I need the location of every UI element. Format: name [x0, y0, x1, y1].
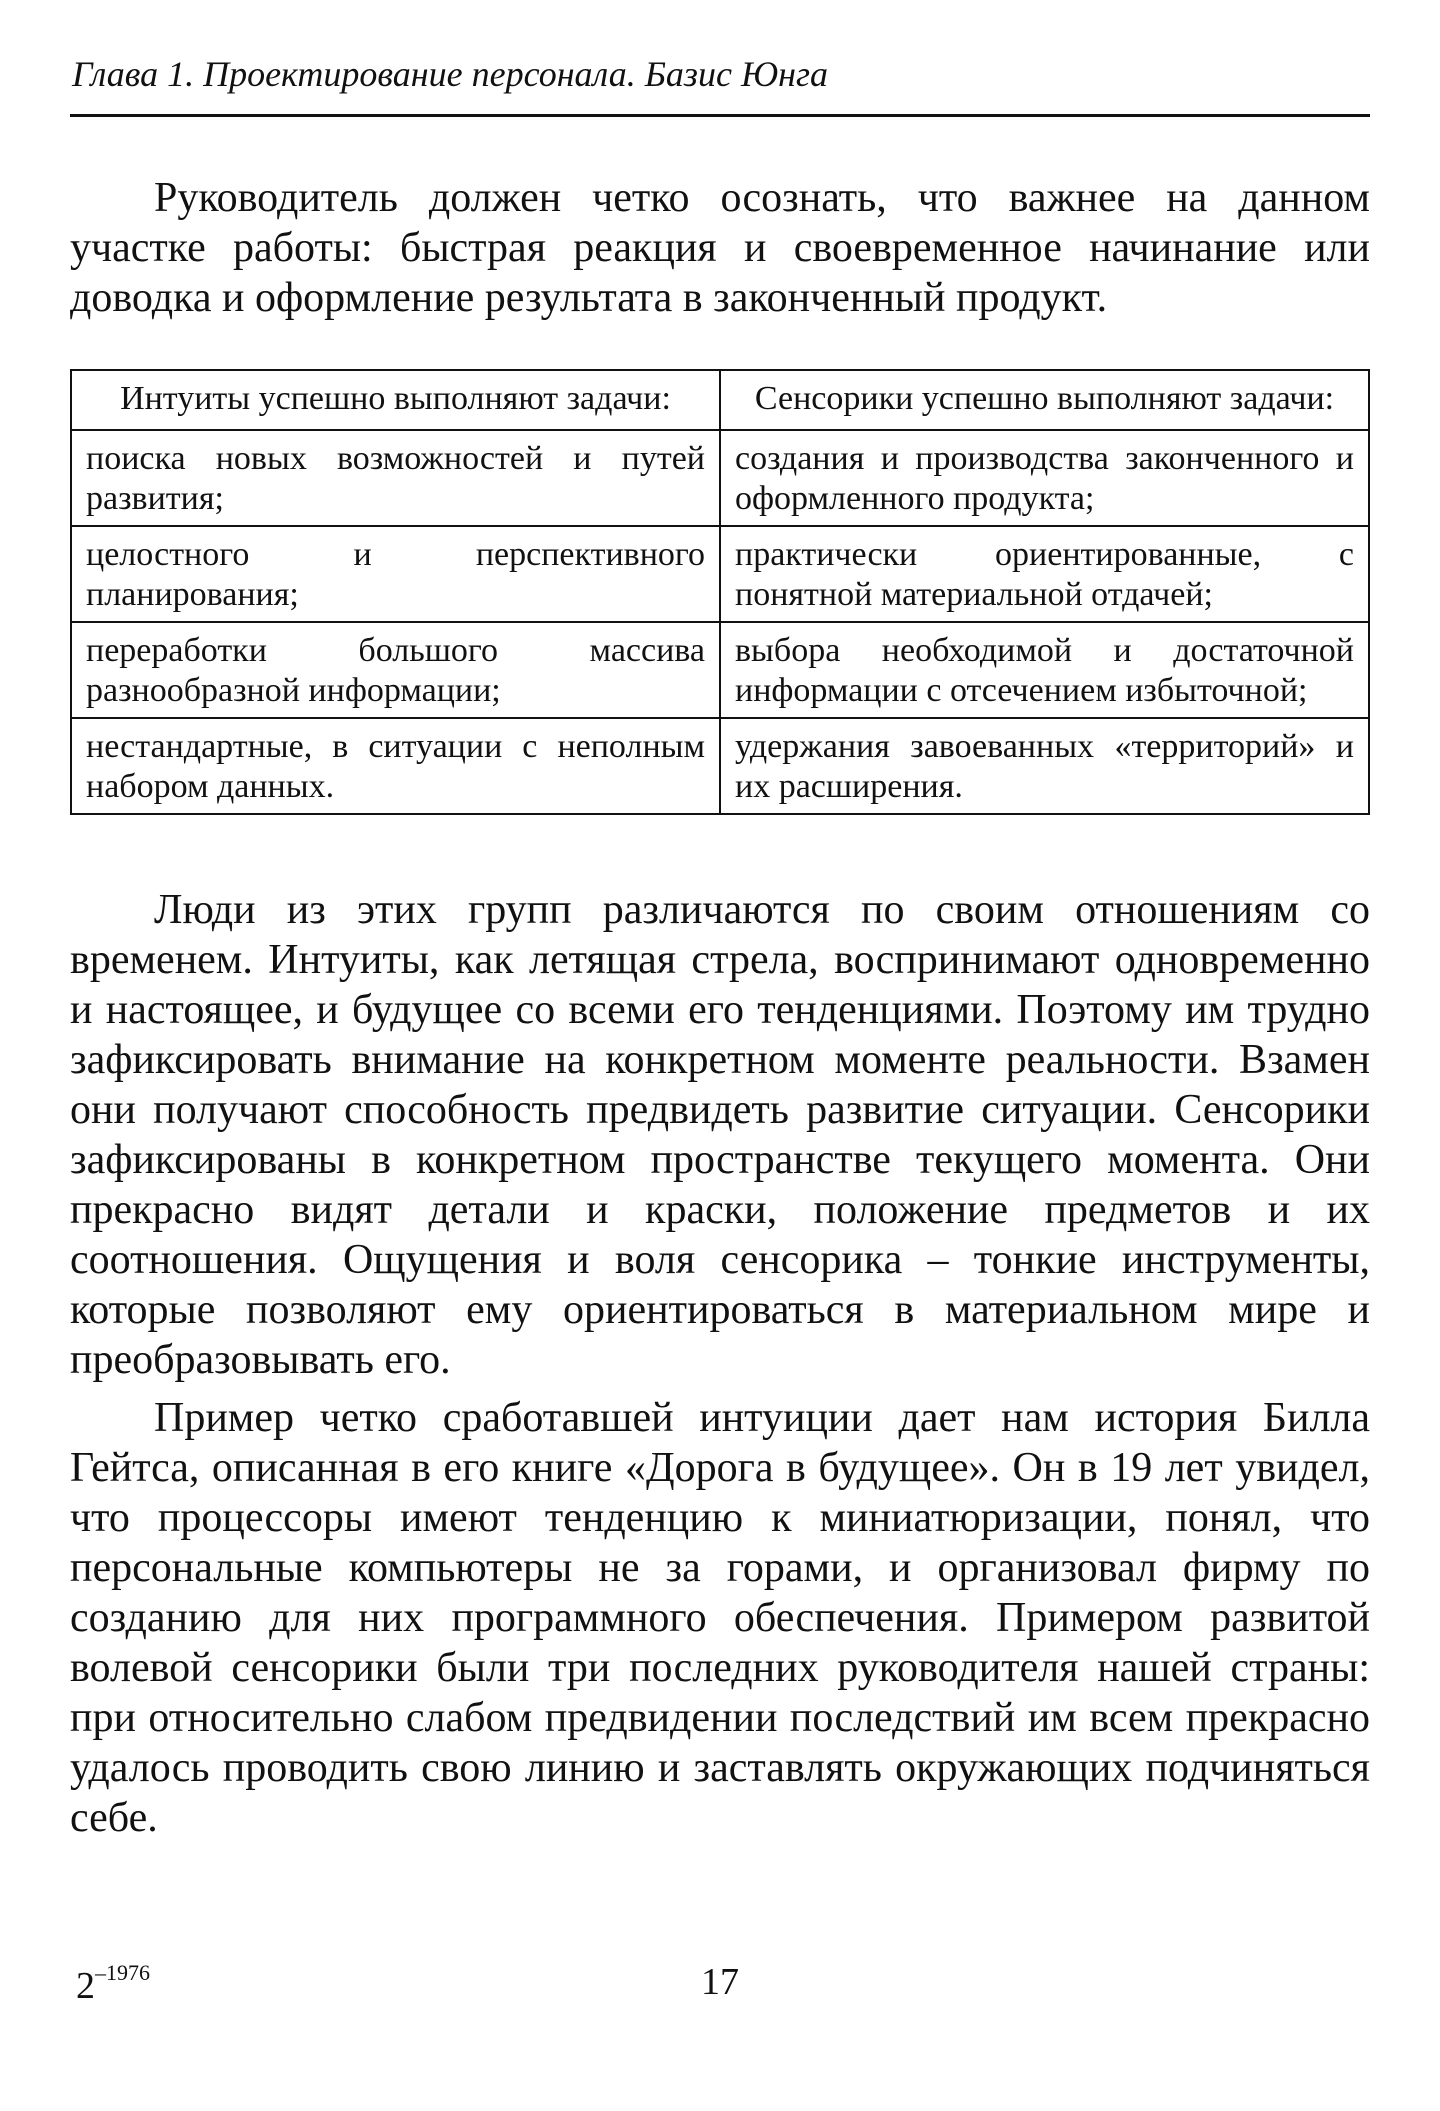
table-cell-sensors: удержания завоеванных «территорий» и их расширения. — [720, 718, 1369, 814]
signature-superscript: –1976 — [95, 1960, 150, 1985]
signature-base: 2 — [76, 1965, 95, 2007]
table-row — [71, 622, 1369, 718]
page-number: 17 — [701, 1961, 739, 2003]
table-header-row — [71, 370, 1369, 430]
table-cell-sensors: создания и производства законченного и оформленного продукта; — [720, 430, 1369, 526]
intro-paragraph: Руководитель должен четко осознать, что важнее на данном участке работы: быстрая реакция и своевременное начинание или доводка и оформление результата в законченный продукт. — [70, 175, 1370, 321]
table-row — [71, 430, 1369, 526]
header-rule — [70, 114, 1370, 117]
comparison-table-wrapper — [70, 369, 1370, 815]
table-cell-intuits: переработки большого массива разнообразной информации; — [71, 622, 720, 718]
table-cell-sensors: выбора необходимой и достаточной информации с отсечением избыточной; — [720, 622, 1369, 718]
table-row — [71, 526, 1369, 622]
table-cell-intuits: нестандартные, в ситуации с неполным набором данных. — [71, 718, 720, 814]
table-cell-intuits: поиска новых возможностей и путей развития; — [71, 430, 720, 526]
header-sensors: Сенсорики успешно выполняют задачи: — [720, 370, 1369, 430]
table-cell-intuits: целостного и перспективного планирования; — [71, 526, 720, 622]
body-paragraph-example: Пример четко сработавшей интуиции дает нам история Билла Гейтса, описанная в его книге «Дорога в будущее». Он в 19 лет увидел, что процессоры имеют тенденцию к миниатюризации, понял, что персональные компьютеры не за горами, и организовал фирму по созданию для них программного обеспечения. Примером развитой волевой сенсорики были три последних руководителя нашей страны: при относительно слабом предвидении последствий им всем прекрасно удалось проводить свою линию и заставлять окружающих подчиняться себе. — [70, 1395, 1370, 1841]
page-footer — [70, 1960, 1370, 2020]
table-row — [71, 718, 1369, 814]
book-page — [70, 52, 1370, 1843]
running-head: Глава 1. Проектирование персонала. Базис Юнга — [72, 54, 829, 94]
body-paragraph-time: Люди из этих групп различаются по своим отношениям со временем. Интуиты, как летящая стрела, воспринимают одновременно и настоящее, и будущее со всеми его тенденциями. Поэтому им трудно зафиксировать внимание на конкретном моменте реальности. Взамен они получают способность предвидеть развитие ситуации. Сенсорики зафиксированы в конкретном пространстве текущего момента. Они прекрасно видят детали и краски, положение предметов и их соотношения. Ощущения и воля сенсорика – тонкие инструменты, которые позволяют ему ориентироваться в материальном мире и преобразовывать его. — [70, 887, 1370, 1383]
comparison-table — [70, 369, 1370, 815]
table-cell-sensors: практически ориентированные, с понятной материальной отдачей; — [720, 526, 1369, 622]
header-intuits: Интуиты успешно выполняют задачи: — [71, 370, 720, 430]
